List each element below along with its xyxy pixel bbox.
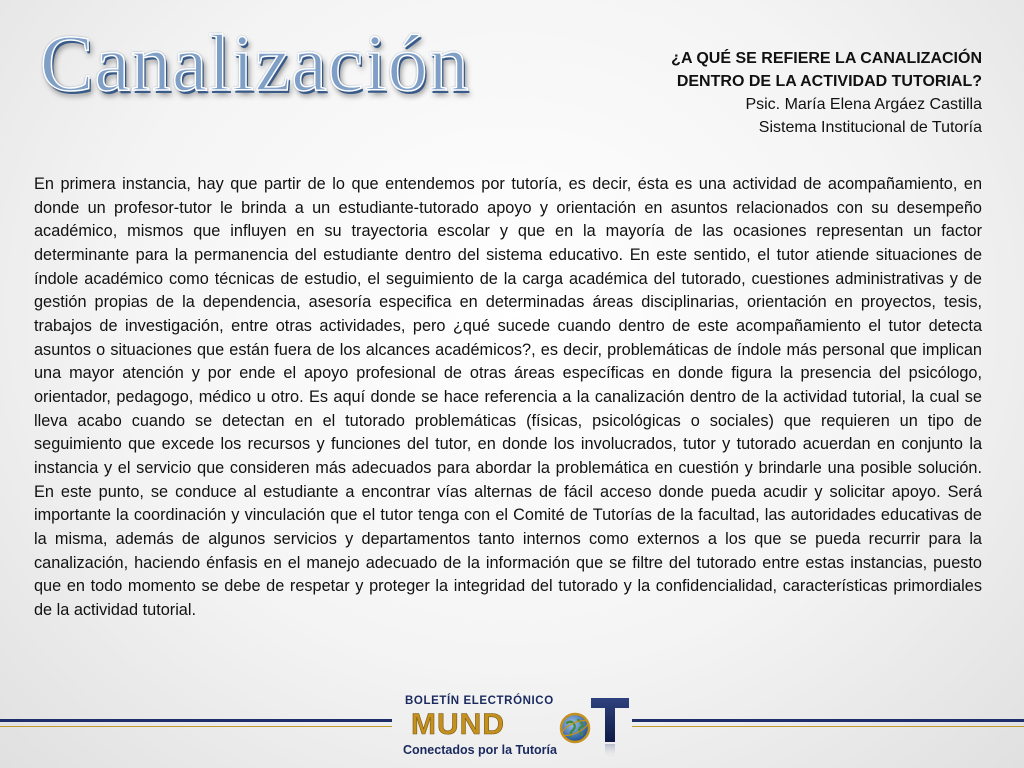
logo-top-text: BOLETÍN ELECTRÓNICO [405, 695, 554, 707]
logo-subtitle: Conectados por la Tutoría [403, 743, 557, 757]
header-author: Psic. María Elena Argáez Castilla [745, 96, 982, 113]
footer-divider-left [0, 719, 392, 727]
t-logo-icon [589, 694, 631, 760]
footer-logo [393, 690, 633, 766]
body-paragraph: En primera instancia, hay que partir de lo que entendemos por tutoría, es decir, ésta es una actividad de acompañamiento, en donde un profesor-tutor le brinda a un estudiante-tutorado apoyo y orientación en asuntos relacionados con su desempeño académico, mismos que influyen en su trayectoria escolar y que en la mayoría de las ocasiones representan un factor determinante para la permanencia del estudiante dentro del sistema educativo. En este sentido, el tutor atiende situaciones de índole académico como técnicas de estudio, el seguimiento de la carga académica del tutorado, cuestiones administrativas y de gestión propias de la dependencia, asesoría especifica en determinadas áreas disciplinarias, orientación en proyectos, tesis, trabajos de investigación, entre otras actividades, pero ¿qué sucede cuando dentro de este acompañamiento el tutor detecta asuntos o situaciones que están fuera de los alcances académicos?, es decir, problemáticas de índole más personal que implican una mayor atención y por ende el apoyo profesional de otras áreas específicas en donde figura la presencia del psicólogo, orientador, pedagogo, médico u otro. Es aquí donde se hace referencia a la canalización dentro de la actividad tutorial, la cual se lleva acabo cuando se detectan en el tutorado problemáticas (físicas, psicológicas o sociales) que requieren un tipo de seguimiento que excede los recursos y funciones del tutor, en donde los involucrados, tutor y tutorado acuerdan en conjunto la instancia y el servicio que consideren más adecuados para abordar la problemática en cuestión y brindarle una posible solución. En este punto, se conduce al estudiante a encontrar vías alternas de fácil acceso donde pueda acudir y solicitar apoyo. Será importante la coordinación y vinculación que el tutor tenga con el Comité de Tutorías de la facultad, las autoridades educativas de la misma, además de algunos servicios y departamentos tanto internos como externos a los que se pueda recurrir para la canalización, haciendo énfasis en el manejo adecuado de la información que se filtre del tutorado entre estas instancias, puesto que en todo momento se debe de respetar y proteger la integridad del tutorado y la confidencialidad, características primordiales de la actividad tutorial. [34, 175, 982, 619]
globe-icon [558, 711, 592, 745]
header-block [562, 47, 982, 139]
slide-title: Canalización [40, 20, 470, 108]
header-question-line-1: ¿A QUÉ SE REFIERE LA CANALIZACIÓN [671, 50, 982, 67]
header-institution: Sistema Institucional de Tutoría [758, 119, 982, 136]
footer-divider-right [632, 719, 1024, 727]
logo-wordmark: MUND [411, 708, 505, 741]
header-question-line-2: DENTRO DE LA ACTIVIDAD TUTORIAL? [676, 73, 982, 90]
